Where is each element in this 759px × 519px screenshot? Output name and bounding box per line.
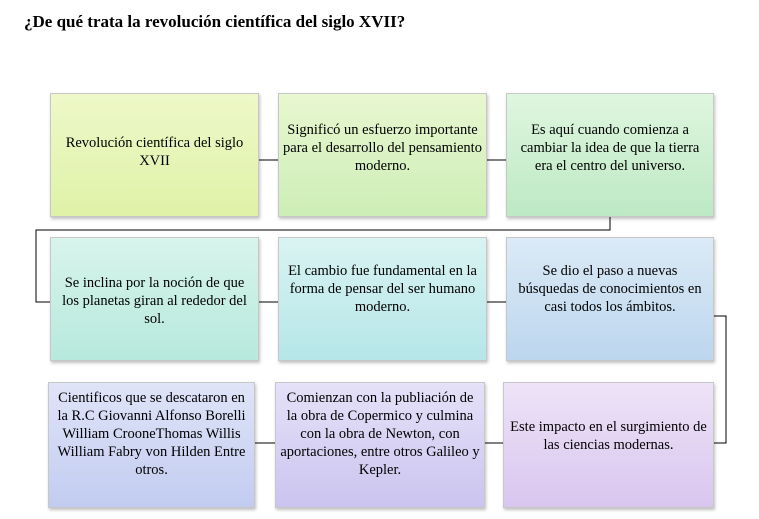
box-text: Es aquí cuando comienza a cambiar la idea de que la tierra era el centro del universo. — [520, 122, 700, 174]
box-centro-universo — [506, 93, 714, 217]
box-esfuerzo-importante — [278, 93, 487, 217]
box-revolucion-cientifica — [50, 93, 259, 217]
box-copernico-newton — [275, 382, 485, 508]
box-text: Cientificos que se descataron en la R.C Giovanni Alfonso Borelli William CrooneThomas Willis William Fabry von Hilden Entre otros. — [57, 390, 246, 478]
box-text: Se inclina por la noción de que los planetas giran al rededor del sol. — [62, 275, 247, 327]
box-text: Este impacto en el surgimiento de las ciencias modernas. — [510, 419, 707, 453]
box-text: Comienzan con la publiación de la obra de Copermico y culmina con la obra de Newton, con aportaciones, entre otros Galileo y Kepler. — [280, 390, 480, 478]
box-text: Significó un esfuerzo importante para el desarrollo del pensamiento moderno. — [283, 122, 482, 174]
box-ciencias-modernas — [503, 382, 714, 508]
box-cientificos — [48, 382, 255, 508]
box-text: Se dio el paso a nuevas búsquedas de conocimientos en casi todos los ámbitos. — [518, 263, 702, 315]
page-title: ¿De qué trata la revolución científica del siglo XVII? — [24, 12, 406, 31]
box-planetas-sol — [50, 237, 259, 361]
box-text: Revolución científica del siglo XVII — [65, 135, 244, 169]
box-cambio-fundamental — [278, 237, 487, 361]
box-text: El cambio fue fundamental en la forma de pensar del ser humano moderno. — [288, 263, 477, 315]
box-nuevas-busquedas — [506, 237, 714, 361]
connector-6-9 — [714, 316, 726, 443]
